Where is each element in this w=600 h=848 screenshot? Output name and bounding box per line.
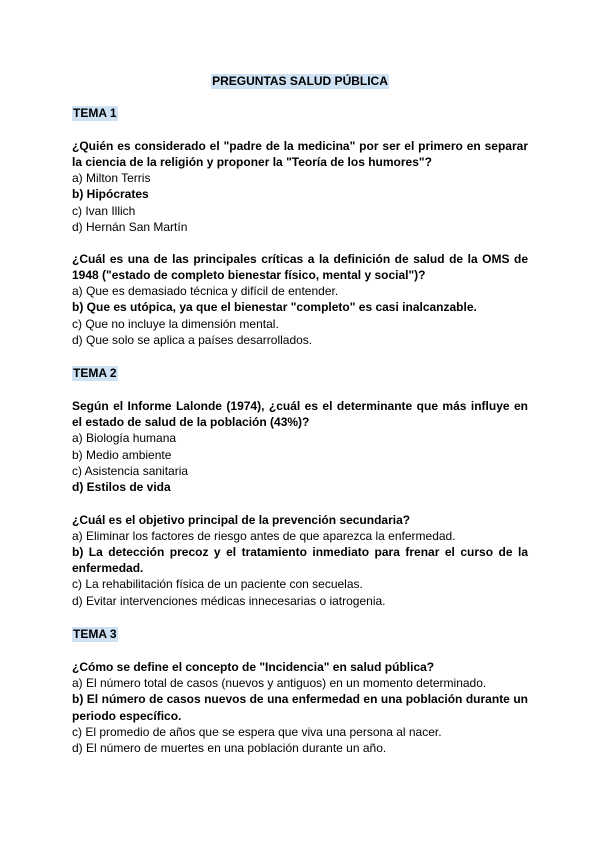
question-block (72, 659, 528, 756)
question-text: ¿Quién es considerado el "padre de la medicina" por ser el primero en separar la ciencia de la religión y proponer la "Teoría de los humores"? (72, 139, 528, 169)
answer-option-correct: b) El número de casos nuevos de una enfermedad en una población durante un periodo específico. (72, 692, 528, 723)
answer-option-correct: b) Hipócrates (72, 187, 149, 202)
answer-option: c) El promedio de años que se espera que viva una persona al nacer. (72, 724, 442, 739)
answer-option: a) El número total de casos (nuevos y antiguos) en un momento determinado. (72, 676, 487, 691)
question-text: Según el Informe Lalonde (1974), ¿cuál es el determinante que más influye en el estado de salud de la población (43%)? (72, 399, 528, 430)
answer-option: c) Ivan Illich (72, 203, 136, 218)
answer-option-correct: d) Estilos de vida (72, 480, 171, 495)
document-title: PREGUNTAS SALUD PÚBLICA (212, 74, 388, 88)
answer-option: a) Milton Terris (72, 171, 151, 185)
section-tema-2 (72, 364, 528, 609)
answer-option: d) Evitar intervenciones médicas innecesarias o iatrogenia. (72, 593, 386, 608)
answer-option-correct: b) La detección precoz y el tratamiento inmediato para frenar el curso de la enfermedad. (72, 544, 528, 576)
question-block (72, 398, 528, 495)
section-tema-3 (72, 625, 528, 756)
title-wrap (0, 72, 600, 90)
section-heading: TEMA 2 (73, 366, 117, 381)
answer-option: c) Que no incluye la dimensión mental. (72, 316, 279, 331)
question-text: ¿Cuál es el objetivo principal de la prevención secundaria? (72, 512, 411, 527)
answer-option-correct: b) Que es utópica, ya que el bienestar "completo" es casi inalcanzable. (72, 300, 477, 315)
answer-option: a) Eliminar los factores de riesgo antes de que aparezca la enfermedad. (72, 528, 456, 543)
question-block (72, 251, 528, 348)
answer-option: d) El número de muertes en una población durante un año. (72, 741, 387, 756)
answer-option: d) Hernán San Martín (72, 219, 188, 234)
answer-option: a) Biología humana (72, 431, 177, 446)
question-block (72, 512, 528, 609)
question-text: ¿Cómo se define el concepto de "Incidencia" en salud pública? (72, 660, 435, 675)
answer-option: c) Asistencia sanitaria (72, 463, 189, 478)
question-block (72, 138, 528, 235)
questions-content (72, 104, 528, 773)
answer-option: a) Que es demasiado técnica y difícil de entender. (72, 284, 339, 299)
answer-option: c) La rehabilitación física de un paciente con secuelas. (72, 577, 363, 592)
answer-option: d) Que solo se aplica a países desarrollados. (72, 333, 313, 348)
section-heading: TEMA 3 (73, 627, 117, 642)
answer-option: b) Medio ambiente (72, 447, 172, 462)
question-text: ¿Cuál es una de las principales críticas a la definición de salud de la OMS de 1948 ("estado de completo bienestar físico, mental y social")? (72, 252, 528, 283)
section-tema-1 (72, 104, 528, 348)
section-heading: TEMA 1 (73, 106, 117, 120)
